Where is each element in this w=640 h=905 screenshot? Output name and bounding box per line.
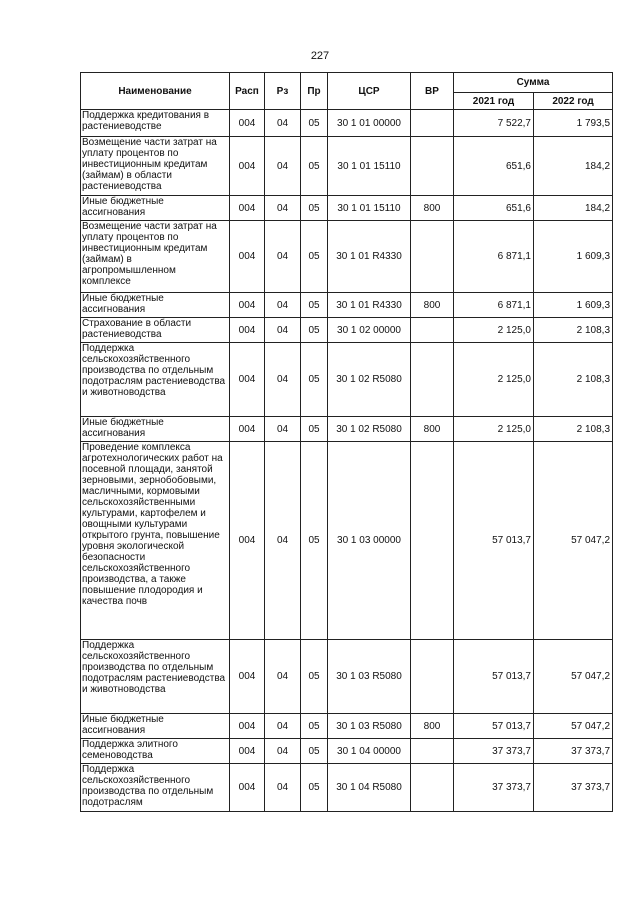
row-rasp: 004 bbox=[230, 110, 265, 137]
page-number: 227 bbox=[310, 50, 330, 62]
row-2021: 57 013,7 bbox=[454, 640, 534, 714]
row-rasp: 004 bbox=[230, 714, 265, 739]
row-rasp: 004 bbox=[230, 739, 265, 764]
row-csr: 30 1 01 R4330 bbox=[328, 293, 411, 318]
table-row bbox=[81, 640, 613, 714]
row-2021: 2 125,0 bbox=[454, 318, 534, 343]
table-row bbox=[81, 293, 613, 318]
header-sum: Сумма bbox=[454, 73, 613, 93]
table-row bbox=[81, 343, 613, 417]
row-csr: 30 1 03 R5080 bbox=[328, 640, 411, 714]
row-pr: 05 bbox=[301, 110, 328, 137]
row-rz: 04 bbox=[265, 714, 301, 739]
row-rz: 04 bbox=[265, 739, 301, 764]
row-2021: 37 373,7 bbox=[454, 739, 534, 764]
row-name: Иные бюджетные ассигнования bbox=[81, 714, 230, 739]
row-vr bbox=[411, 221, 454, 293]
table-row bbox=[81, 196, 613, 221]
row-rz: 04 bbox=[265, 196, 301, 221]
row-pr: 05 bbox=[301, 764, 328, 812]
row-name: Иные бюджетные ассигнования bbox=[81, 196, 230, 221]
row-2021: 57 013,7 bbox=[454, 442, 534, 640]
row-pr: 05 bbox=[301, 343, 328, 417]
row-rz: 04 bbox=[265, 343, 301, 417]
row-pr: 05 bbox=[301, 739, 328, 764]
row-pr: 05 bbox=[301, 137, 328, 196]
table-row bbox=[81, 442, 613, 640]
row-vr bbox=[411, 442, 454, 640]
row-rz: 04 bbox=[265, 293, 301, 318]
row-vr bbox=[411, 640, 454, 714]
table-row bbox=[81, 739, 613, 764]
row-rz: 04 bbox=[265, 442, 301, 640]
row-name: Поддержка кредитования в растениеводстве bbox=[81, 110, 230, 137]
row-rz: 04 bbox=[265, 417, 301, 442]
row-2022: 37 373,7 bbox=[534, 764, 613, 812]
row-2022: 57 047,2 bbox=[534, 640, 613, 714]
row-csr: 30 1 04 00000 bbox=[328, 739, 411, 764]
header-rz: Рз bbox=[265, 73, 301, 110]
row-2022: 1 609,3 bbox=[534, 293, 613, 318]
row-2021: 57 013,7 bbox=[454, 714, 534, 739]
row-pr: 05 bbox=[301, 417, 328, 442]
row-name: Иные бюджетные ассигнования bbox=[81, 417, 230, 442]
budget-table bbox=[80, 72, 613, 812]
row-rasp: 004 bbox=[230, 764, 265, 812]
row-2021: 2 125,0 bbox=[454, 343, 534, 417]
row-pr: 05 bbox=[301, 318, 328, 343]
row-csr: 30 1 01 15110 bbox=[328, 196, 411, 221]
row-csr: 30 1 02 R5080 bbox=[328, 343, 411, 417]
row-vr bbox=[411, 739, 454, 764]
row-vr bbox=[411, 764, 454, 812]
row-rz: 04 bbox=[265, 318, 301, 343]
row-2021: 7 522,7 bbox=[454, 110, 534, 137]
row-pr: 05 bbox=[301, 640, 328, 714]
table-row bbox=[81, 714, 613, 739]
row-rasp: 004 bbox=[230, 343, 265, 417]
row-2022: 37 373,7 bbox=[534, 739, 613, 764]
row-2022: 2 108,3 bbox=[534, 417, 613, 442]
table-row bbox=[81, 318, 613, 343]
row-2022: 57 047,2 bbox=[534, 714, 613, 739]
header-csr: ЦСР bbox=[328, 73, 411, 110]
row-2021: 37 373,7 bbox=[454, 764, 534, 812]
row-name: Возмещение части затрат на уплату процентов по инвестиционным кредитам (займам) в агропромышленном комплексе bbox=[81, 221, 230, 293]
row-name: Поддержка элитного семеноводства bbox=[81, 739, 230, 764]
row-csr: 30 1 02 R5080 bbox=[328, 417, 411, 442]
row-csr: 30 1 03 00000 bbox=[328, 442, 411, 640]
row-2021: 651,6 bbox=[454, 137, 534, 196]
row-rasp: 004 bbox=[230, 196, 265, 221]
row-2021: 6 871,1 bbox=[454, 221, 534, 293]
header-2022: 2022 год bbox=[534, 93, 613, 110]
row-rasp: 004 bbox=[230, 293, 265, 318]
row-name: Страхование в области растениеводства bbox=[81, 318, 230, 343]
row-pr: 05 bbox=[301, 714, 328, 739]
row-csr: 30 1 01 00000 bbox=[328, 110, 411, 137]
row-2022: 184,2 bbox=[534, 196, 613, 221]
row-name: Проведение комплекса агротехнологических работ на посевной площади, занятой зерновыми, зернобобовыми, масличными, кормовыми сельскохозяйственными культурами, картофелем и овощными культурами открытого грунта, повышение уровня экологической безопасности сельскохозяйственного производства, а также повышение плодородия и качества почв bbox=[81, 442, 230, 640]
row-rasp: 004 bbox=[230, 221, 265, 293]
row-vr: 800 bbox=[411, 714, 454, 739]
row-rz: 04 bbox=[265, 137, 301, 196]
row-name: Возмещение части затрат на уплату процентов по инвестиционным кредитам (займам) в области растениеводства bbox=[81, 137, 230, 196]
row-rasp: 004 bbox=[230, 137, 265, 196]
row-csr: 30 1 04 R5080 bbox=[328, 764, 411, 812]
row-vr bbox=[411, 110, 454, 137]
row-vr: 800 bbox=[411, 417, 454, 442]
row-2022: 1 609,3 bbox=[534, 221, 613, 293]
table-row bbox=[81, 764, 613, 812]
row-rasp: 004 bbox=[230, 640, 265, 714]
table-row bbox=[81, 137, 613, 196]
row-name: Поддержка сельскохозяйственного производства по отдельным подотраслям растениеводства и животноводства bbox=[81, 343, 230, 417]
table-row bbox=[81, 417, 613, 442]
row-csr: 30 1 01 15110 bbox=[328, 137, 411, 196]
row-2022: 2 108,3 bbox=[534, 318, 613, 343]
row-rz: 04 bbox=[265, 640, 301, 714]
row-rasp: 004 bbox=[230, 417, 265, 442]
row-name: Поддержка сельскохозяйственного производства по отдельным подотраслям растениеводства и животноводства bbox=[81, 640, 230, 714]
header-2021: 2021 год bbox=[454, 93, 534, 110]
row-2022: 57 047,2 bbox=[534, 442, 613, 640]
row-pr: 05 bbox=[301, 196, 328, 221]
header-rasp: Расп bbox=[230, 73, 265, 110]
row-vr bbox=[411, 137, 454, 196]
row-pr: 05 bbox=[301, 221, 328, 293]
row-2022: 184,2 bbox=[534, 137, 613, 196]
row-vr: 800 bbox=[411, 196, 454, 221]
row-csr: 30 1 03 R5080 bbox=[328, 714, 411, 739]
row-vr bbox=[411, 343, 454, 417]
row-name: Поддержка сельскохозяйственного производства по отдельным подотраслям bbox=[81, 764, 230, 812]
row-rasp: 004 bbox=[230, 442, 265, 640]
row-pr: 05 bbox=[301, 442, 328, 640]
row-rasp: 004 bbox=[230, 318, 265, 343]
row-rz: 04 bbox=[265, 110, 301, 137]
row-2022: 2 108,3 bbox=[534, 343, 613, 417]
row-rz: 04 bbox=[265, 764, 301, 812]
header-pr: Пр bbox=[301, 73, 328, 110]
table-row bbox=[81, 221, 613, 293]
row-csr: 30 1 01 R4330 bbox=[328, 221, 411, 293]
row-2021: 651,6 bbox=[454, 196, 534, 221]
row-vr bbox=[411, 318, 454, 343]
row-2021: 6 871,1 bbox=[454, 293, 534, 318]
row-name: Иные бюджетные ассигнования bbox=[81, 293, 230, 318]
row-2022: 1 793,5 bbox=[534, 110, 613, 137]
row-rz: 04 bbox=[265, 221, 301, 293]
header-vr: ВР bbox=[411, 73, 454, 110]
row-vr: 800 bbox=[411, 293, 454, 318]
table-row bbox=[81, 110, 613, 137]
row-csr: 30 1 02 00000 bbox=[328, 318, 411, 343]
header-name: Наименование bbox=[81, 73, 230, 110]
row-pr: 05 bbox=[301, 293, 328, 318]
row-2021: 2 125,0 bbox=[454, 417, 534, 442]
